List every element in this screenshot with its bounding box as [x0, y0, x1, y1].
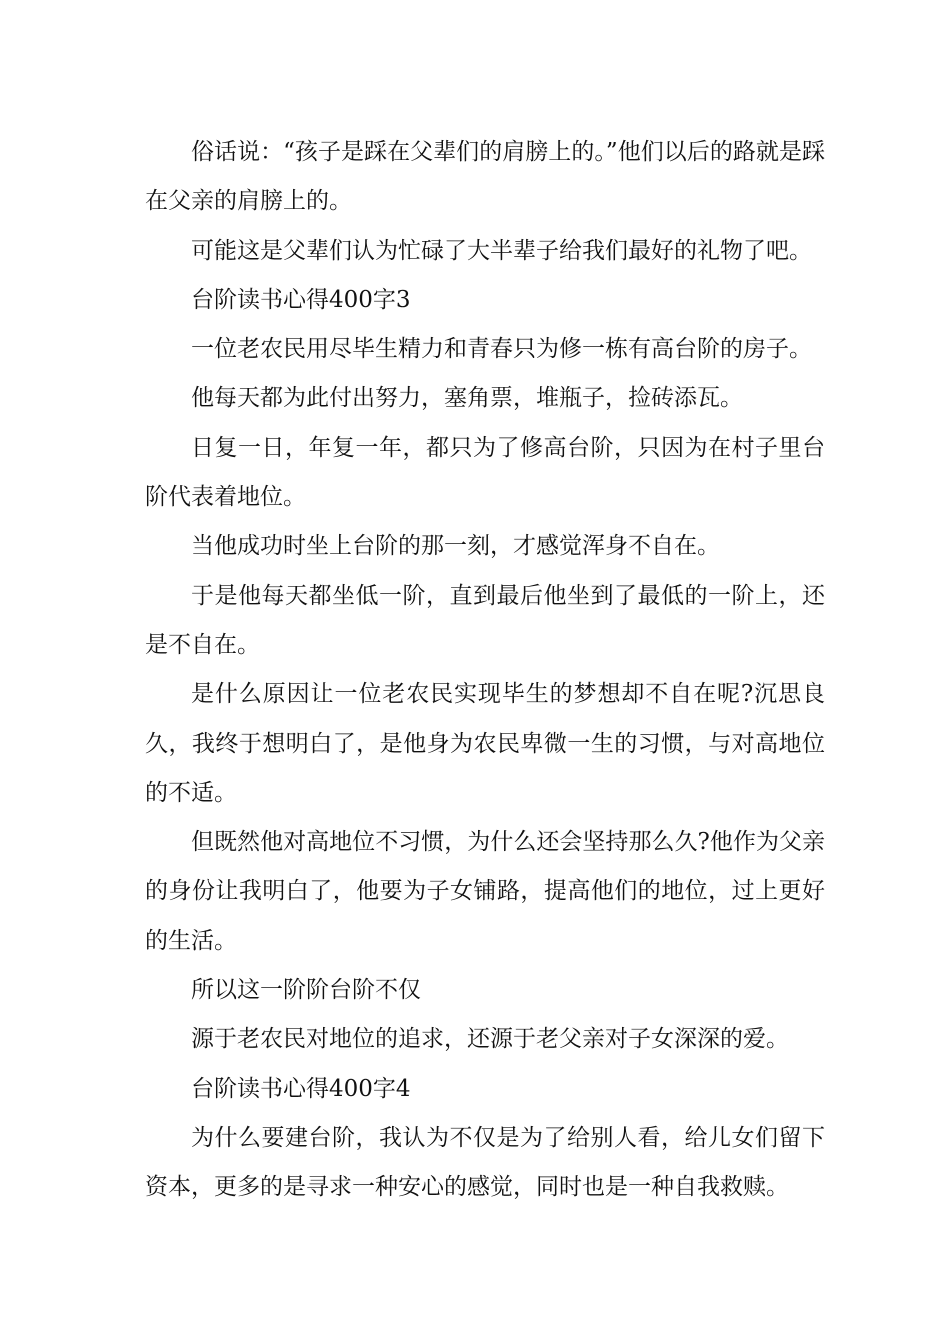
section-heading: 台阶读书心得400字3: [191, 286, 411, 313]
paragraph: 可能这是父辈们认为忙碌了大半辈子给我们最好的礼物了吧。: [191, 237, 812, 264]
paragraph: 但既然他对高地位不习惯，为什么还会坚持那么久?他作为父亲的身份让我明白了，他要为子女铺路，提高他们的地位，过上更好的生活。: [145, 829, 825, 954]
paragraph: 日复一日，年复一年，都只为了修高台阶，只因为在村子里台阶代表着地位。: [145, 434, 825, 511]
paragraph: 于是他每天都坐低一阶，直到最后他坐到了最低的一阶上，还是不自在。: [145, 582, 825, 658]
paragraph: 源于老农民对地位的追求，还源于老父亲对子女深深的爱。: [191, 1026, 789, 1053]
section-heading: 台阶读书心得400字4: [191, 1075, 411, 1102]
paragraph: 所以这一阶阶台阶不仅: [191, 977, 421, 1004]
paragraph: 为什么要建台阶，我认为不仅是为了给别人看，给儿女们留下资本，更多的是寻求一种安心的感觉，同时也是一种自我救赎。: [145, 1124, 825, 1201]
paragraph: 当他成功时坐上台阶的那一刻，才感觉浑身不自在。: [191, 533, 720, 560]
paragraph: 他每天都为此付出努力，塞角票，堆瓶子，捡砖添瓦。: [191, 385, 743, 412]
paragraph: 一位老农民用尽毕生精力和青春只为修一栋有高台阶的房子。: [191, 336, 812, 363]
paragraph: 俗话说：“孩子是踩在父辈们的肩膀上的。”他们以后的路就是踩在父亲的肩膀上的。: [145, 139, 825, 215]
paragraph: 是什么原因让一位老农民实现毕生的梦想却不自在呢?沉思良久，我终于想明白了，是他身为农民卑微一生的习惯，与对高地位的不适。: [145, 681, 825, 806]
document-body: [145, 128, 825, 1213]
